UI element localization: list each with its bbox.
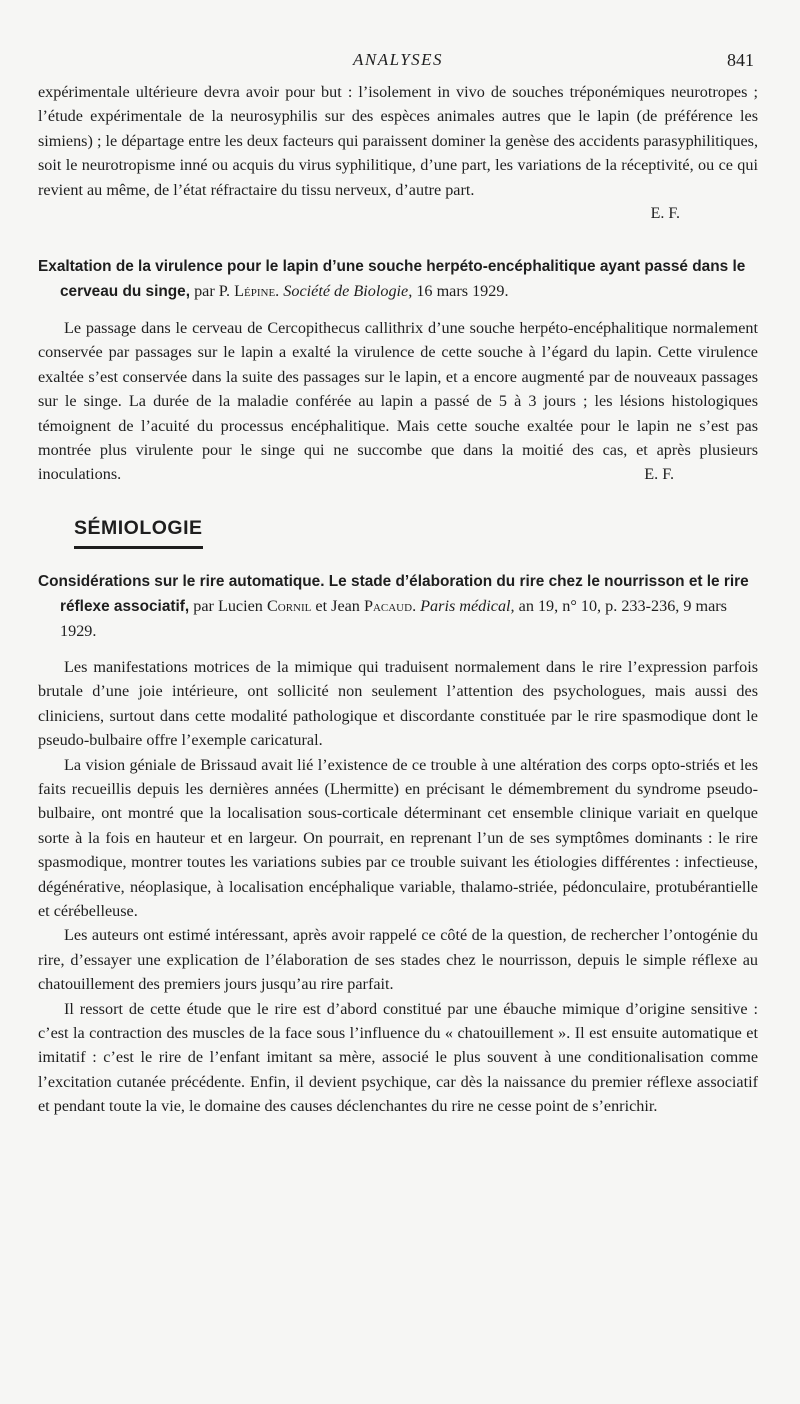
abstract-paragraph: Les auteurs ont estimé intéressant, après avoir rappelé ce côté de la question, de rechercher l’ontogénie du rire, d’essayer une explication de l’élaboration de ses stades chez le nourrisson, depuis le simple réflexe au chatouillement des premiers jours jusqu’au rire parfait.	[38, 926, 758, 994]
continued-abstract-signature: E. F.	[650, 205, 680, 223]
article-abstract-rire	[38, 655, 758, 1119]
article-title: Exaltation de la virulence pour le lapin d’une souche herpéto-encéphalitique ayant passé dans le cerveau du singe,	[38, 258, 746, 301]
author-conjunction: et	[315, 596, 328, 615]
abstract-paragraph: Les manifestations motrices de la mimique qui traduisent normalement dans le rire l’expression parfois brutale d’une joie intérieure, ont sollicité non seulement l’attention des psychologues, mais aussi des cliniciens, surtout dans cette modalité pathologique et discordante constituée par le rire spasmodique dont le pseudo-bulbaire offre l’exemple caricatural.	[38, 657, 758, 750]
page-header	[38, 44, 758, 74]
author1-last: Cornil	[266, 596, 312, 615]
author1-first: Lucien	[217, 596, 263, 615]
article-source: Société de Biologie,	[283, 282, 413, 301]
article-source: Paris médical,	[420, 596, 515, 615]
abstract-text: Le passage dans le cerveau de Cercopithecus callithrix d’une souche herpéto-encéphalitique normalement conservée par passages sur le lapin a exalté la virulence de cette souche à l’égard du lapin. Cette virulence exaltée s’est conservée dans la suite des passages sur le lapin, et a encore augmenté par de nouveaux passages sur le singe. La durée de la maladie conférée au lapin a passé de 5 à 3 jours ; les lésions histologiques témoignent de l’acuité du processus encéphalitique. Mais cette souche exaltée pour le lapin ne s’est pas montrée plus virulente pour le singe qui ne succombe que dans la moitié des cas, et après plusieurs inoculations.	[38, 319, 758, 484]
article-author-name: Lépine.	[234, 282, 280, 301]
author2-last: Pacaud.	[363, 596, 417, 615]
continued-abstract-text: expérimentale ultérieure devra avoir pour but : l’isolement in vivo de souches tréponémiques neurotropes ; l’étude expérimentale de la neurosyphilis sur des espèces animales autres que le lapin (de préférence les simiens) ; le départage entre les deux facteurs qui paraissent dominer la genèse des accidents parasyphilitiques, soit le neurotropisme inné ou acquis du virus syphilitique, d’une part, les variations de la réceptivité, ou ce qui revient au même, de l’état réfractaire du tissu nerveux, d’autre part.	[38, 83, 758, 199]
article-by: par	[194, 282, 215, 301]
article-heading-exaltation	[38, 254, 758, 304]
article-abstract-exaltation	[38, 316, 758, 487]
article-date: 16 mars 1929.	[416, 282, 509, 301]
abstract-signature: E. F.	[644, 465, 674, 484]
article-author-initial: P.	[218, 282, 231, 301]
article-details: an 19, n° 10, p. 233-236, 9 mars 1929.	[60, 596, 727, 640]
continued-abstract	[38, 80, 758, 226]
abstract-paragraph: Il ressort de cette étude que le rire est d’abord constitué par une ébauche mimique d’origine sensitive : c’est la contraction des muscles de la face sous l’influence du « chatouillement ». Il est ensuite automatique et imitatif : c’est le rire de l’enfant imitant sa mère, associé le plus souvent à une conditionalisation comme l’excitation cutanée précédente. Enfin, il devient psychique, car dès la naissance du premier réflexe associatif et pendant toute la vie, le domaine des causes déclenchantes du rire ne cesse point de s’enrichir.	[38, 999, 758, 1116]
running-title: ANALYSES	[352, 50, 444, 69]
article-title: Considérations sur le rire automatique. Le stade d’élaboration du rire chez le nourrisson et le rire réflexe associatif,	[38, 572, 749, 615]
author2-first: Jean	[331, 596, 360, 615]
journal-page	[38, 44, 758, 1119]
section-semiologie	[74, 517, 758, 549]
abstract-paragraph: La vision géniale de Brissaud avait lié l’existence de ce trouble à une altération des corps opto-striés et les faits recueillis depuis les dernières années (Lhermitte) en précisant le démembrement du syndrome pseudo-bulbaire, ont montré que la localisation sous-corticale déterminant cet ensemble clinique variait en quelque sorte à la fois en hauteur et en largeur. On pourrait, en reprenant l’un de ses symptômes dominants : le rire spasmodique, montrer toutes les variations subies par ce trouble suivant les étiologies différentes : infectieuse, dégénérative, néoplasique, à localisation encéphalique variable, thalamo-striée, pédonculaire, protubérantielle et cérébelleuse.	[38, 755, 758, 920]
section-heading: SÉMIOLOGIE	[74, 517, 203, 549]
article-heading-rire	[38, 569, 758, 643]
page-number: 841	[727, 50, 754, 70]
article-by: par	[193, 596, 214, 615]
